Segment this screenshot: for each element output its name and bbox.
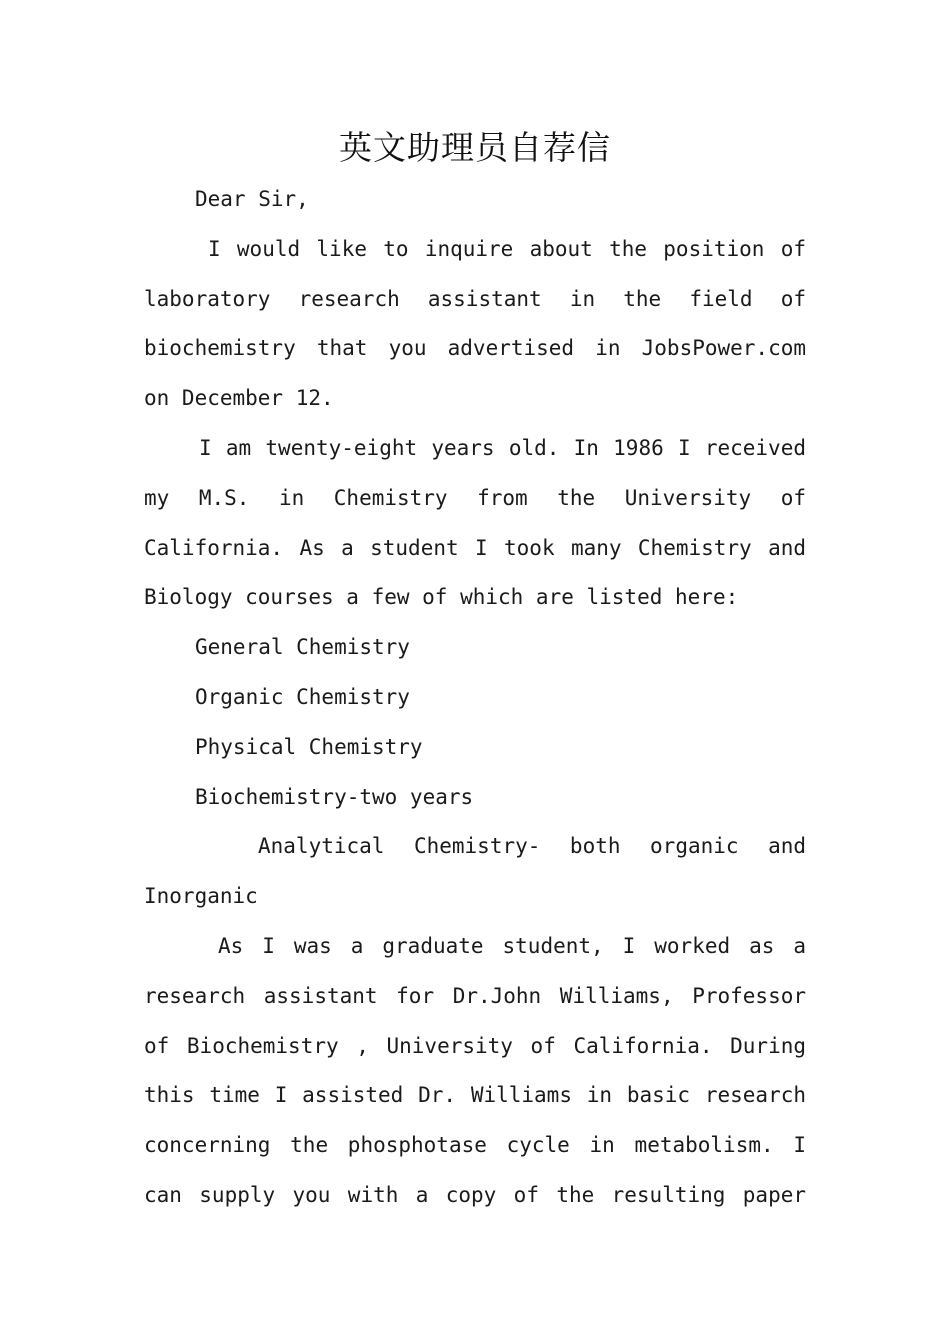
salutation: Dear Sir, [195,187,309,211]
course-item: Physical Chemistry [195,734,423,759]
paragraph-line: my M.S. in Chemistry from the University of [144,485,806,510]
course-item: Biochemistry-two years [195,784,474,809]
course-item: Analytical Chemistry- both organic and [258,834,806,859]
paragraph-line: I am twenty-eight years old. In 1986 I received [199,435,806,460]
document-body [144,175,806,1221]
paragraph-line: of Biochemistry , University of California. During [144,1033,806,1058]
paragraph-line: biochemistry that you advertised in JobsPower.com [144,336,806,361]
paragraph-line: concerning the phosphotase cycle in metabolism. I [144,1133,806,1158]
paragraph-line: laboratory research assistant in the field of [144,286,806,311]
paragraph-line: I would like to inquire about the position of [208,236,806,261]
paragraph-line: this time I assisted Dr. Williams in basic research [144,1083,806,1108]
paragraph-line: research assistant for Dr.John Williams, Professor [144,983,806,1008]
course-item: Organic Chemistry [195,684,410,709]
course-item: General Chemistry [195,635,410,660]
paragraph-line: on December 12. [144,386,334,411]
course-item: Inorganic [144,884,258,909]
document-title: 英文助理员自荐信 [339,128,611,167]
paragraph-line: As I was a graduate student, I worked as a [218,933,806,958]
paragraph-line: can supply you with a copy of the resulting paper [144,1182,806,1207]
paragraph-line: Biology courses a few of which are listed here: [144,585,739,610]
paragraph-line: California. As a student I took many Chemistry and [144,535,806,560]
